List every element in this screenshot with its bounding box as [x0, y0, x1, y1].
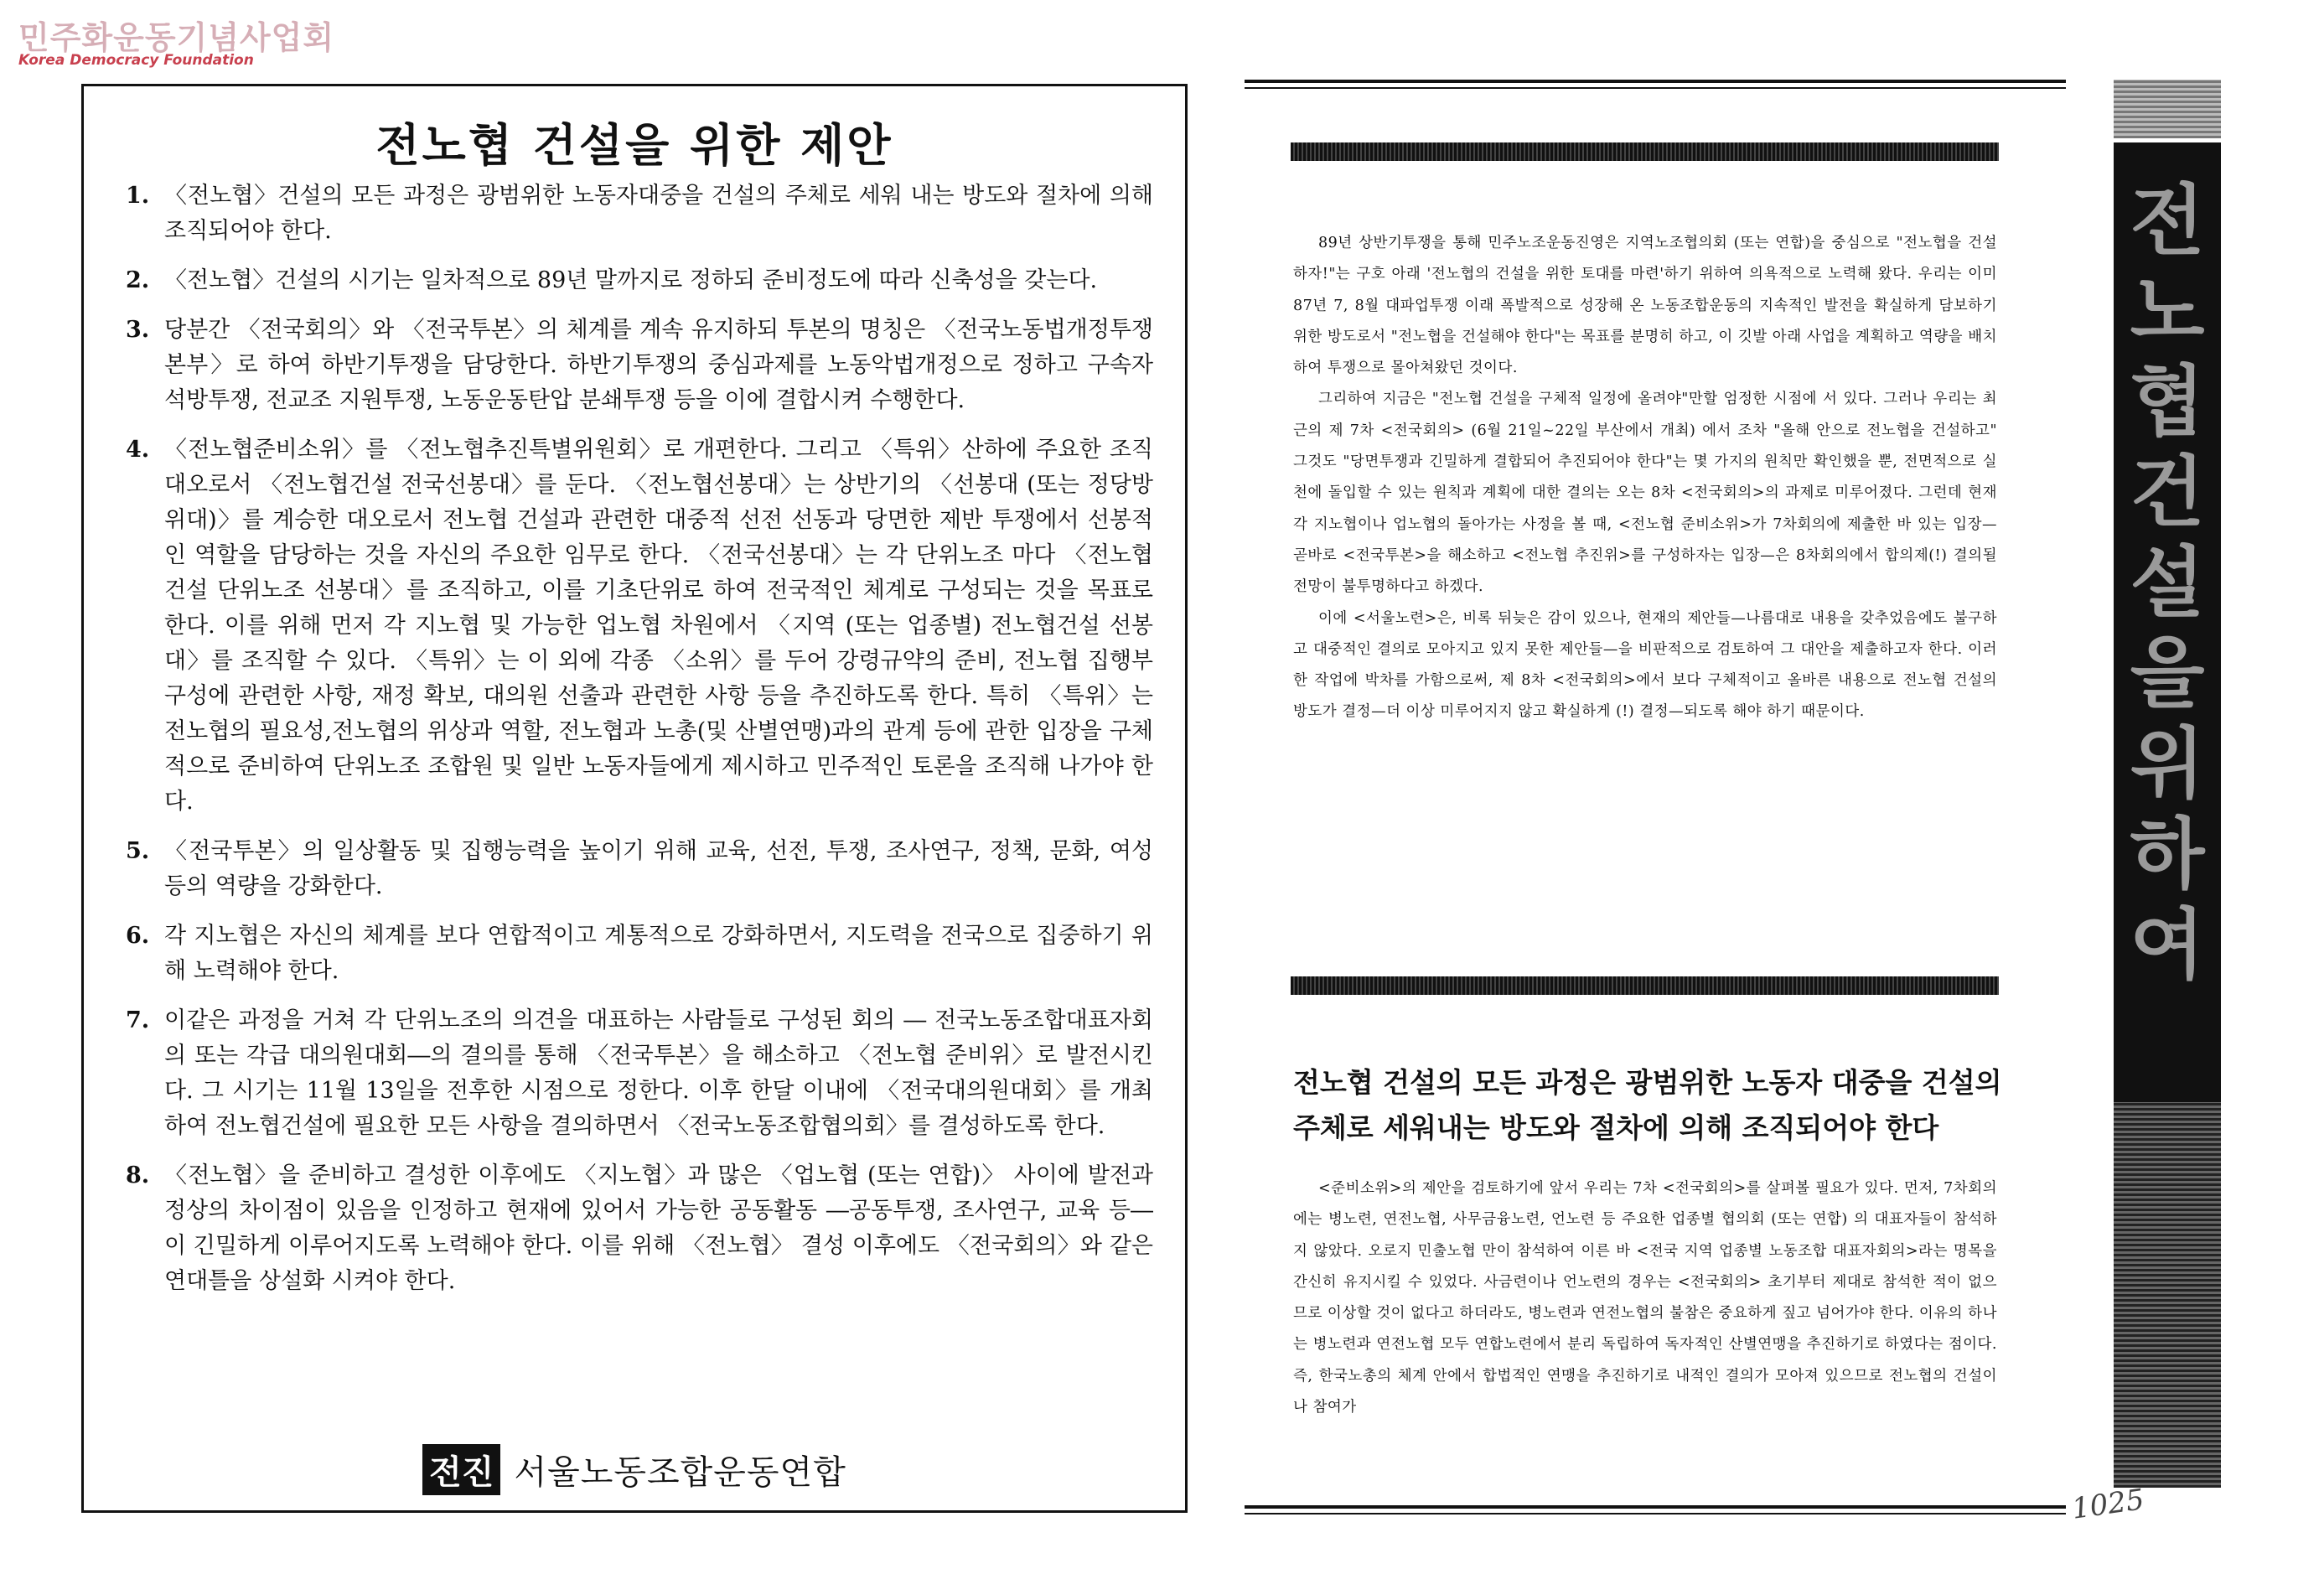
proposal-number: 3. [126, 317, 150, 343]
proposal-footer [84, 1444, 1185, 1495]
proposal-text: 당분간 〈전국회의〉와 〈전국투본〉의 체계를 계속 유지하되 투본의 명칭은 〈전국노동법개정투쟁본부〉로 하여 하반기투쟁을 담당한다. 하반기투쟁의 중심과제를 노동악법개정으로 정하고 구속자 석방투쟁, 전교조 지원투쟁, 노동운동탄압 분쇄투쟁 등을 이에 결합시켜 수행한다. [164, 317, 1153, 413]
handwritten-page-number: 1025 [2069, 1483, 2146, 1526]
section-headline: 전노협 건설의 모든 과정은 광범위한 노동자 대중을 건설의 주체로 세워내는 방도와 절차에 의해 조직되어야 한다 [1293, 1066, 2002, 1144]
proposal-title: 전노협 건설을 위한 제안 [375, 119, 893, 172]
proposal-item [126, 834, 1153, 904]
proposal-number: 7. [126, 1007, 150, 1033]
bottom-rule [1245, 1505, 2066, 1509]
banner-char: 여 [2130, 900, 2205, 990]
foundation-logo-text: 민주화운동기념사업회 [18, 19, 335, 56]
banner-char: 협 [2130, 357, 2205, 447]
proposal-item [126, 179, 1153, 249]
proposal-item [126, 919, 1153, 989]
foundation-logo-subtitle: Korea Democracy Foundation [18, 52, 254, 69]
proposal-text: 〈전노협〉을 준비하고 결성한 이후에도 〈지노협〉과 많은 〈업노협 (또는 연합)〉 사이에 발전과정상의 차이점이 있음을 인정하고 현재에 있어서 가능한 공동활동 ―공동투쟁, 조사연구, 교육 등―이 긴밀하게 이루어지도록 노력해야 한다. 이를 위해 〈전노협〉 결성 이후에도 〈전국회의〉와 같은 연대틀을 상설화 시켜야 한다. [164, 1162, 1153, 1294]
proposal-box [81, 84, 1188, 1513]
proposal-item [126, 1158, 1153, 1299]
banner-title [2114, 176, 2221, 991]
paragraph: 89년 상반기투쟁을 통해 민주노조운동진영은 지역노조협의회 (또는 연합)을 중심으로 "전노협을 건설하자!"는 구호 아래 '전노협의 건설을 위한 토대를 마련'하기 위하여 의욕적으로 노력해 왔다. 우리는 이미 87년 7, 8월 대파업투쟁 이래 폭발적으로 성장해 온 노동조합운동의 지속적인 발전을 확실하게 담보하기 위한 방도로서 "전노협을 건설해야 한다"는 목표를 분명히 하고, 이 깃발 아래 사업을 계획하고 역량을 배치하여 투쟁으로 몰아쳐왔던 것이다. [1293, 235, 1997, 377]
footer-organization: 서울노동조합운동연합 [514, 1453, 846, 1492]
top-rule [1245, 80, 2066, 83]
proposal-list [126, 179, 1153, 1313]
footer-badge: 전진 [422, 1444, 500, 1495]
proposal-number: 4. [126, 437, 150, 463]
bottom-rule-thin [1245, 1513, 2066, 1514]
banner-char: 건 [2130, 448, 2205, 537]
paragraph: 그리하여 지금은 "전노협 건설을 구체적 일정에 올려야"만할 엄정한 시점에 서 있다. 그러나 우리는 최근의 제 7차 <전국회의> (6월 21일~22일 부산에서 개최) 에서 조차 "올해 안으로 전노협을 건설하고" 그것도 "당면투쟁과 긴밀하게 결합되어 추진되어야 한다"는 몇 가지의 원칙만 확인했을 뿐, 전면적으로 실천에 돌입할 수 있는 원칙과 계획에 대한 결의는 오는 8차 <전국회의>의 과제로 미루어졌다. 그런데 현재 각 지노협이나 업노협의 돌아가는 사정을 볼 때, <전노협 준비소위>가 7차회의에 제출한 바 있는 입장—곧바로 <전국투본>을 해소하고 <전노협 추진위>를 구성하자는 입장—은 8차회의에서 합의제(!) 결의될 전망이 불투명하다고 하겠다. [1293, 391, 1997, 596]
banner-char: 을 [2130, 629, 2205, 718]
proposal-text: 이같은 과정을 거쳐 각 단위노조의 의견을 대표하는 사람들로 구성된 회의 ― 전국노동조합대표자회의 또는 각급 대의원대회―의 결의를 통해 〈전국투본〉을 해소하고 〈전노협 준비위〉로 발전시킨다. 그 시기는 11월 13일을 전후한 시점으로 정한다. 이후 한달 이내에 〈전국대의원대회〉를 개최하여 전노협건설에 필요한 모든 사항을 결의하면서 〈전국노동조합협의회〉를 결성하도록 한다. [164, 1007, 1153, 1139]
paragraph: <준비소위>의 제안을 검토하기에 앞서 우리는 7차 <전국회의>를 살펴볼 필요가 있다. 먼저, 7차회의에는 병노련, 연전노협, 사무금융노련, 언노련 등 주요한 업종별 협의회 (또는 연합) 의 대표자들이 참석하지 않았다. 오로지 민출노협 만이 참석하여 이른 바 <전국 지역 업종별 노동조합 대표자회의>라는 명목을 간신히 유지시킬 수 있었다. 사금련이나 언노련의 경우는 <전국회의> 초기부터 제대로 참석한 적이 없으므로 이상할 것이 없다고 하더라도, 병노련과 연전노협의 불참은 중요하게 짚고 넘어가야 한다. 이유의 하나는 병노련과 연전노협 모두 연합노련에서 분리 독립하여 독자적인 산별연맹을 추진하기로 하였다는 점이다. 즉, 한국노총의 체계 안에서 합법적인 연맹을 추진하기로 내적인 결의가 모아져 있으므로 전노협의 건설이나 참여가 [1293, 1180, 1997, 1416]
proposal-item [126, 313, 1153, 418]
proposal-text: 각 지노협은 자신의 체계를 보다 연합적이고 계통적으로 강화하면서, 지도력을 전국으로 집중하기 위해 노력해야 한다. [164, 923, 1153, 984]
paragraph: 이에 <서울노련>은, 비록 뒤늦은 감이 있으나, 현재의 제안들—나름대로 내용을 갖추었음에도 불구하고 대중적인 결의로 모아지고 있지 못한 제안들—을 비판적으로 검토하여 그 대안을 제출하고자 한다. 이러한 작업에 박차를 가함으로써, 제 8차 <전국회의>에서 보다 구체적이고 올바른 내용으로 전노협 건설의 방도가 결정—더 이상 미루어지지 않고 확실하게 (!) 결정—되도록 해야 하기 때문이다. [1293, 609, 1997, 721]
section-band-middle [1291, 976, 1999, 995]
proposal-text: 〈전국투본〉의 일상활동 및 집행능력을 높이기 위해 교육, 선전, 투쟁, 조사연구, 정책, 문화, 여성 등의 역량을 강화한다. [164, 838, 1153, 899]
proposal-item [126, 432, 1153, 820]
proposal-number: 2. [126, 267, 150, 293]
vertical-title-banner [2114, 80, 2221, 1488]
proposal-number: 1. [126, 183, 150, 209]
proposal-number: 8. [126, 1162, 150, 1188]
proposal-item [126, 263, 1153, 298]
proposal-text: 〈전노협〉건설의 시기는 일차적으로 89년 말까지로 정하되 준비정도에 따라 신축성을 갖는다. [164, 267, 1098, 293]
intro-section [1293, 228, 1997, 728]
banner-screen-top [2114, 80, 2221, 138]
proposal-item [126, 1003, 1153, 1144]
proposal-number: 5. [126, 838, 150, 864]
banner-char: 전 [2130, 176, 2205, 266]
proposal-number: 6. [126, 923, 150, 949]
top-rule-thin [1245, 87, 2066, 89]
banner-char: 위 [2130, 719, 2205, 809]
section-band-top [1291, 142, 1999, 161]
banner-char: 설 [2130, 538, 2205, 628]
proposal-text: 〈전노협〉건설의 모든 과정은 광범위한 노동자대중을 건설의 주체로 세워 내는 방도와 절차에 의해 조직되어야 한다. [164, 183, 1153, 244]
banner-char: 하 [2130, 810, 2205, 899]
banner-char: 노 [2130, 267, 2205, 356]
banner-screen-bottom [2114, 1102, 2221, 1488]
body-section [1293, 1173, 1997, 1423]
proposal-text: 〈전노협준비소위〉를 〈전노협추진특별위원회〉로 개편한다. 그리고 〈특위〉산하에 주요한 조직대오로서 〈전노협건설 전국선봉대〉를 둔다. 〈전노협선봉대〉는 상반기의 〈선봉대 (또는 정당방위대)〉를 계승한 대오로서 전노협 건설과 관련한 대중적 선전 선동과 당면한 제반 투쟁에서 선봉적인 역할을 담당하는 것을 자신의 주요한 임무로 한다. 〈전국선봉대〉는 각 단위노조 마다 〈전노협건설 단위노조 선봉대〉를 조직하고, 이를 기초단위로 하여 전국적인 체계로 구성되는 것을 목표로 한다. 이를 위해 먼저 각 지노협 및 가능한 업노협 차원에서 〈지역 (또는 업종별) 전노협건설 선봉대〉를 조직할 수 있다. 〈특위〉는 이 외에 각종 〈소위〉를 두어 강령규약의 준비, 전노협 집행부 구성에 관련한 사항, 재정 확보, 대의원 선출과 관련한 사항 등을 추진하도록 한다. 특히 〈특위〉는 전노협의 필요성,전노협의 위상과 역할, 전노협과 노총(및 산별연맹)과의 관계 등에 관한 입장을 구체적으로 준비하여 단위노조 조합원 및 일반 노동자들에게 제시하고 민주적인 토론을 조직해 나가야 한다. [164, 437, 1153, 815]
